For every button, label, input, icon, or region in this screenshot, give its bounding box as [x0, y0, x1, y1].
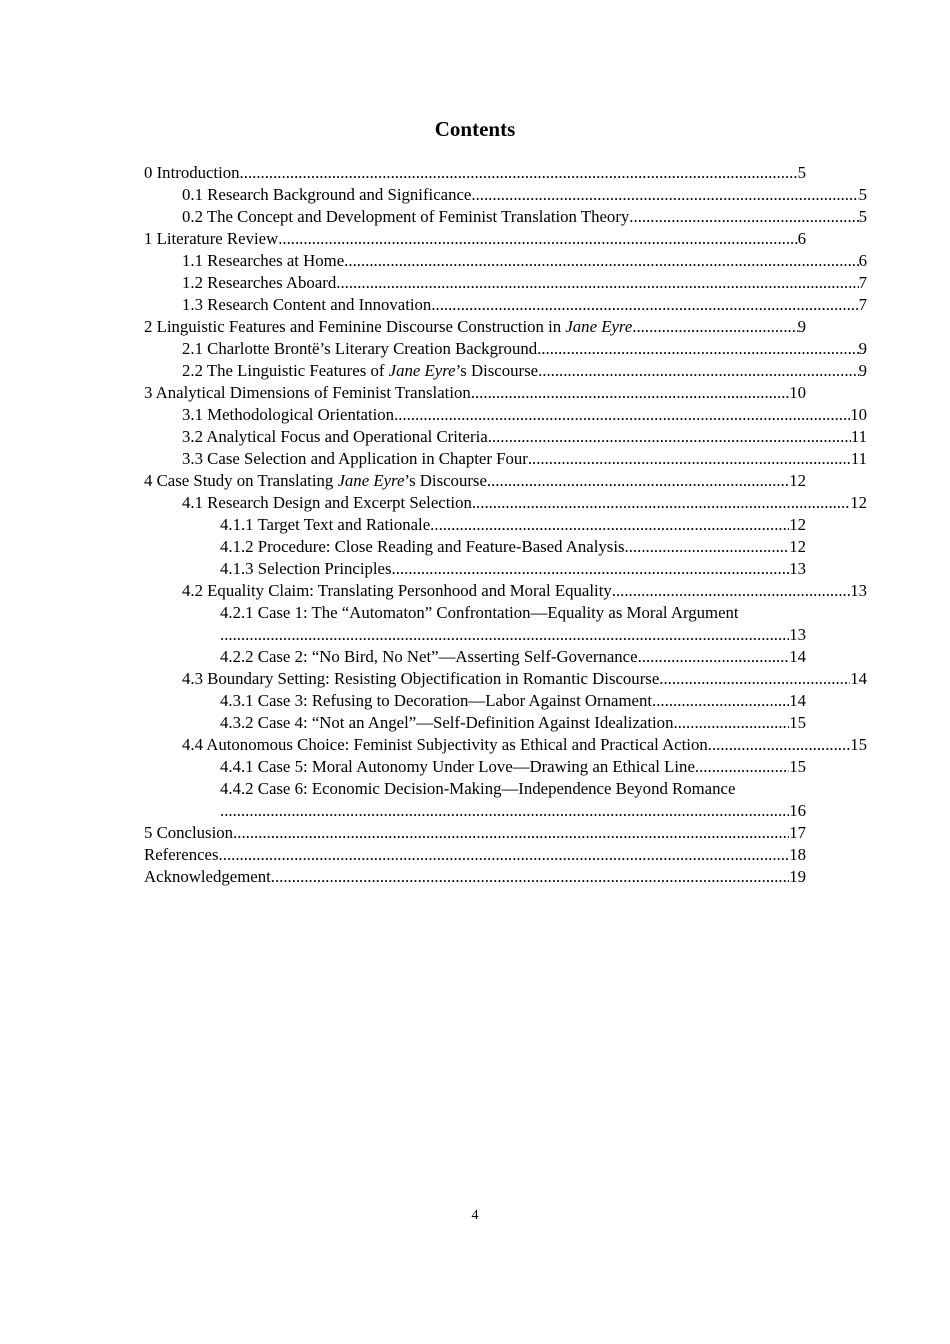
- toc-dot-leader: [538, 360, 859, 382]
- toc-entry-label: 4.4 Autonomous Choice: Feminist Subjectivity as Ethical and Practical Action: [182, 735, 708, 754]
- toc-entry-label: 0.2 The Concept and Development of Feminist Translation Theory: [182, 207, 630, 226]
- toc-entry: [144, 162, 806, 184]
- toc-label-text: 4 Case Study on Translating: [144, 471, 338, 490]
- toc-dot-leader: [471, 382, 789, 404]
- toc-entry-label: 3.3 Case Selection and Application in Chapter Four: [182, 449, 528, 468]
- book-title: Jane Eyre: [388, 361, 456, 380]
- toc-entry-label: 4.1.2 Procedure: Close Reading and Feature-Based Analysis: [220, 537, 625, 556]
- toc-entry-label: 1.1 Researches at Home: [182, 251, 345, 270]
- toc-entry-label: [144, 470, 487, 492]
- toc-entry-label: 4.1.1 Target Text and Rationale: [220, 515, 431, 534]
- toc-entry-label: 4.2.1 Case 1: The “Automaton” Confrontation—Equality as Moral Argument: [220, 603, 739, 622]
- toc-dot-leader: [472, 492, 850, 514]
- toc-entry-page: 7: [858, 295, 867, 314]
- toc-entry-label: 4.3.2 Case 4: “Not an Angel”—Self-Definition Against Idealization: [220, 713, 674, 732]
- toc-entry-label: 4.1.3 Selection Principles: [220, 559, 392, 578]
- toc-entry-label: 2.1 Charlotte Brontë’s Literary Creation Background: [182, 339, 538, 358]
- toc-entry-label: 3.1 Methodological Orientation: [182, 405, 395, 424]
- toc-entry-page: 10: [789, 383, 806, 402]
- toc-entry-page: 15: [789, 713, 806, 732]
- toc-entry-page: 13: [789, 625, 806, 644]
- toc-dot-leader: [278, 228, 797, 250]
- toc-entry-continuation: [220, 624, 806, 646]
- toc-entry-page: 12: [789, 471, 806, 490]
- toc-entry: [220, 514, 806, 536]
- toc-entry: [182, 448, 867, 470]
- toc-dot-leader: [336, 272, 858, 294]
- toc-dot-leader: [612, 580, 850, 602]
- toc-entry-page: 18: [789, 845, 806, 864]
- toc-entry: [220, 712, 806, 734]
- toc-entry: [182, 360, 867, 382]
- toc-entry-label: 4.3.1 Case 3: Refusing to Decoration—Labor Against Ornament: [220, 691, 653, 710]
- toc-entry-page: 15: [850, 735, 867, 754]
- toc-entry: [182, 668, 867, 690]
- toc-entry-page: 16: [789, 801, 806, 820]
- book-title: Jane Eyre: [337, 471, 405, 490]
- toc-entry-page: 14: [789, 691, 806, 710]
- toc-entry-page: 12: [789, 537, 806, 556]
- toc-dot-leader: [673, 712, 789, 734]
- toc-dot-leader: [629, 206, 858, 228]
- toc-entry: [144, 316, 806, 338]
- toc-entry: [144, 382, 806, 404]
- toc-entry-page: 5: [858, 185, 867, 204]
- toc-entry: [220, 558, 806, 580]
- toc-entry-continuation: [220, 800, 806, 822]
- toc-dot-leader: [394, 404, 850, 426]
- toc-entry-label: 4.3 Boundary Setting: Resisting Objectification in Romantic Discourse: [182, 669, 660, 688]
- toc-entry: [144, 844, 806, 866]
- page-number: 4: [471, 1208, 479, 1223]
- toc-entry-label: References: [144, 845, 219, 864]
- toc-entry-page: 7: [858, 273, 867, 292]
- toc-entry-page: 11: [850, 427, 867, 446]
- toc-entry: [220, 778, 806, 800]
- toc-entry-label: [182, 360, 538, 382]
- toc-entry: [182, 734, 867, 756]
- toc-dot-leader: [430, 514, 789, 536]
- toc-entry-label: 3 Analytical Dimensions of Feminist Translation: [144, 383, 471, 402]
- toc-dot-leader: [220, 800, 789, 822]
- toc-dot-leader: [219, 844, 790, 866]
- toc-entry: [182, 404, 867, 426]
- toc-dot-leader: [695, 756, 789, 778]
- toc-entry-page: 13: [789, 559, 806, 578]
- toc-entry-page: 5: [797, 163, 806, 182]
- toc-entry: [144, 822, 806, 844]
- toc-entry-label: 4.4.2 Case 6: Economic Decision-Making—Independence Beyond Romance: [220, 779, 736, 798]
- toc-entry-label: 5 Conclusion: [144, 823, 234, 842]
- toc-entry-label: 1 Literature Review: [144, 229, 279, 248]
- toc-entry-page: 14: [789, 647, 806, 666]
- toc-entry-label: 1.3 Research Content and Innovation: [182, 295, 432, 314]
- page-title: Contents: [434, 117, 516, 141]
- toc-entry-label: 4.2 Equality Claim: Translating Personhood and Moral Equality: [182, 581, 612, 600]
- toc-entry-page: 10: [850, 405, 867, 424]
- toc-entry: [182, 250, 867, 272]
- toc-entry-page: 9: [858, 339, 867, 358]
- toc-entry: [182, 580, 867, 602]
- toc-entry: [182, 338, 867, 360]
- toc-entry: [182, 206, 867, 228]
- toc-entry-label: 0.1 Research Background and Significance: [182, 185, 472, 204]
- toc-dot-leader: [638, 646, 790, 668]
- book-title: Jane Eyre: [565, 317, 633, 336]
- toc-dot-leader: [431, 294, 858, 316]
- toc-entry: [220, 646, 806, 668]
- toc-dot-leader: [240, 162, 798, 184]
- toc-entry: [220, 536, 806, 558]
- toc-entry: [220, 602, 806, 624]
- toc-entry-label: Acknowledgement: [144, 867, 271, 886]
- toc-entry-label: [144, 316, 632, 338]
- toc-dot-leader: [488, 426, 851, 448]
- toc-dot-leader: [708, 734, 850, 756]
- toc-entry-page: 5: [858, 207, 867, 226]
- toc-dot-leader: [487, 470, 789, 492]
- toc-entry-label: 1.2 Researches Aboard: [182, 273, 337, 292]
- toc-entry-label: 3.2 Analytical Focus and Operational Criteria: [182, 427, 488, 446]
- toc-dot-leader: [625, 536, 790, 558]
- toc-dot-leader: [344, 250, 858, 272]
- toc-entry: [182, 184, 867, 206]
- toc-entry-page: 9: [797, 317, 806, 336]
- toc-dot-leader: [271, 866, 789, 888]
- toc-entry-page: 6: [858, 251, 867, 270]
- toc-entry-page: 12: [850, 493, 867, 512]
- toc-entry-page: 9: [858, 361, 867, 380]
- toc-entry-page: 12: [789, 515, 806, 534]
- toc-label-text: 2.2 The Linguistic Features of: [182, 361, 389, 380]
- toc-dot-leader: [652, 690, 789, 712]
- toc-label-text: 2 Linguistic Features and Feminine Discourse Construction in: [144, 317, 566, 336]
- toc-label-text: ’s Discourse: [455, 361, 539, 380]
- toc-dot-leader: [471, 184, 858, 206]
- toc-entry: [144, 866, 806, 888]
- toc-entry-page: 11: [850, 449, 867, 468]
- toc-dot-leader: [537, 338, 858, 360]
- toc-entry-label: 0 Introduction: [144, 163, 240, 182]
- toc-entry: [220, 690, 806, 712]
- toc-entry-page: 13: [850, 581, 867, 600]
- toc-entry: [182, 272, 867, 294]
- toc-entry: [182, 426, 867, 448]
- toc-dot-leader: [220, 624, 789, 646]
- toc-label-text: ’s Discourse: [404, 471, 487, 490]
- toc-entry-label: 4.1 Research Design and Excerpt Selection: [182, 493, 472, 512]
- toc-entry: [182, 294, 867, 316]
- toc-entry-label: 4.4.1 Case 5: Moral Autonomy Under Love—Drawing an Ethical Line: [220, 757, 695, 776]
- toc-entry-page: 15: [789, 757, 806, 776]
- toc-entry-label: 4.2.2 Case 2: “No Bird, No Net”—Asserting Self-Governance: [220, 647, 638, 666]
- toc-entry: [144, 228, 806, 250]
- toc-entry: [144, 470, 806, 492]
- toc-entry: [220, 756, 806, 778]
- toc-dot-leader: [528, 448, 851, 470]
- toc-entry-page: 14: [850, 669, 867, 688]
- toc-dot-leader: [659, 668, 850, 690]
- toc-dot-leader: [233, 822, 789, 844]
- toc-entry-page: 6: [797, 229, 806, 248]
- toc-entry: [182, 492, 867, 514]
- toc-dot-leader: [392, 558, 790, 580]
- toc-dot-leader: [632, 316, 797, 338]
- toc-entry-page: 19: [789, 867, 806, 886]
- toc-entry-page: 17: [789, 823, 806, 842]
